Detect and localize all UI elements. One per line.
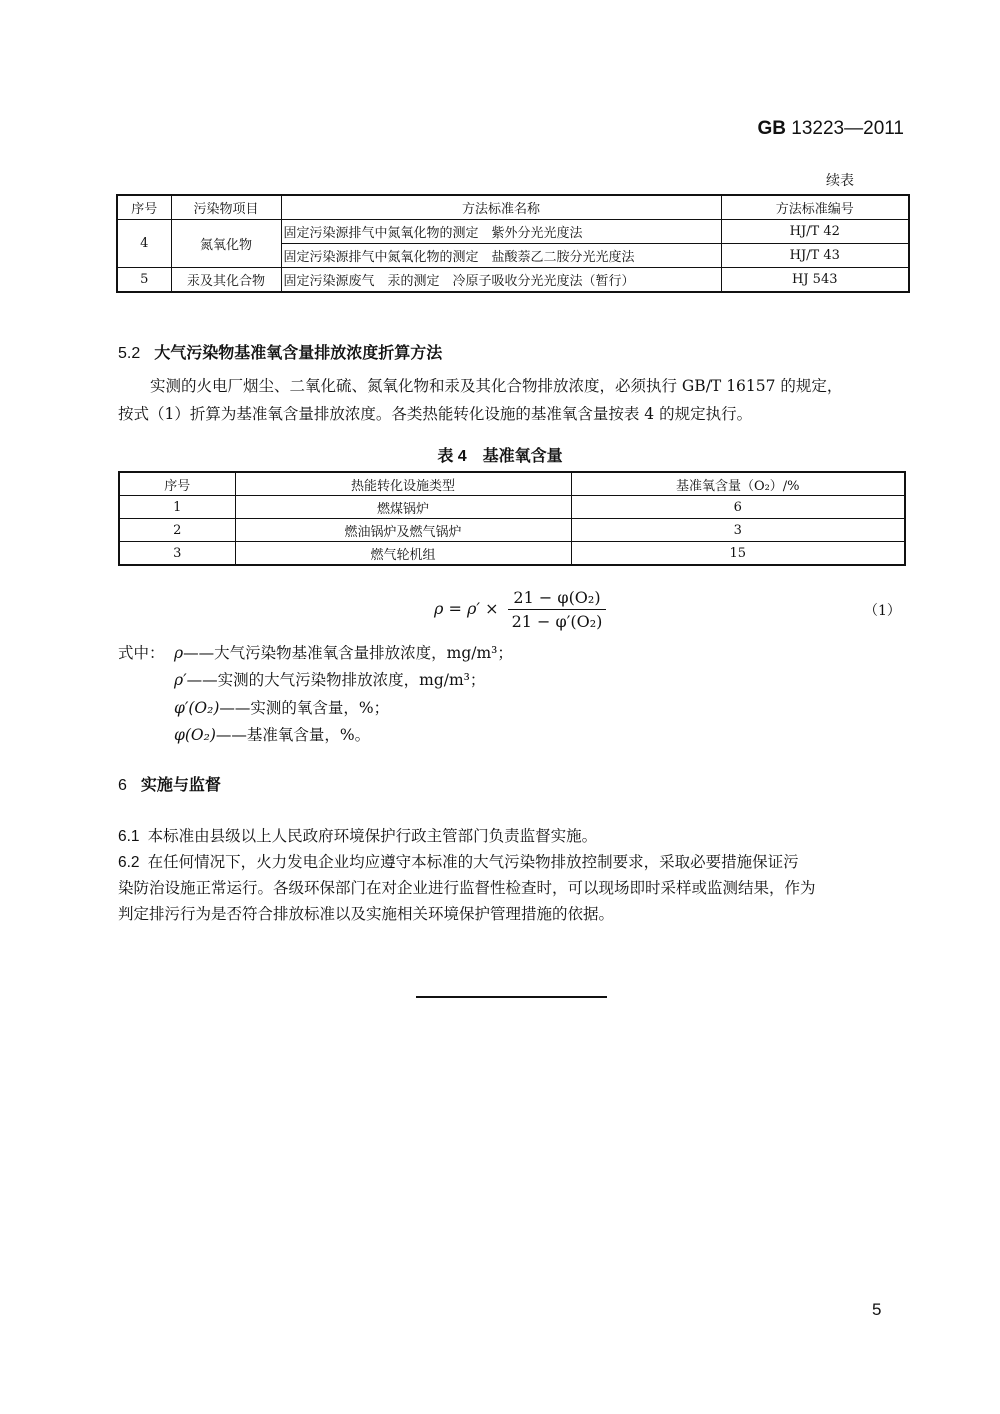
definition-line: φ′(O₂)——实测的氧含量，%； bbox=[174, 699, 390, 717]
standard-code: GB 13223—2011 bbox=[757, 118, 904, 139]
col-header: 序号 bbox=[119, 472, 235, 496]
col-header: 序号 bbox=[117, 195, 171, 220]
cell-no: 5 bbox=[117, 268, 171, 293]
section-heading-6: 6 实施与监督 bbox=[118, 777, 221, 794]
table-row bbox=[119, 542, 905, 566]
formula-denominator: 21 − φ′(O₂) bbox=[511, 612, 603, 631]
cell-item: 汞及其化合物 bbox=[171, 268, 281, 293]
paragraph-line: 判定排污行为是否符合排放标准以及实施相关环境保护管理措施的依据。 bbox=[118, 905, 615, 923]
definition-line: φ(O₂)——基准氧含量，%。 bbox=[174, 726, 371, 744]
cell-no: 3 bbox=[119, 542, 235, 566]
cell-no: 4 bbox=[117, 220, 171, 268]
cell-item: 氮氧化物 bbox=[171, 220, 281, 268]
paragraph-line: 染防治设施正常运行。各级环保部门在对企业进行监督性检查时，可以现场即时采样或监测结果，作为 bbox=[118, 879, 816, 897]
equation-number: （1） bbox=[864, 603, 901, 619]
clause-6-2: 6.2 在任何情况下，火力发电企业均应遵守本标准的大气污染物排放控制要求，采取必要措施保证污 bbox=[118, 853, 799, 871]
table-row bbox=[117, 268, 909, 293]
cell-value: 15 bbox=[571, 542, 905, 566]
formula-numerator: 21 − φ(O₂) bbox=[508, 588, 607, 610]
cell-method: 固定污染源排气中氮氧化物的测定 紫外分光光度法 bbox=[281, 220, 721, 244]
table-row bbox=[117, 220, 909, 244]
cell-value: 6 bbox=[571, 496, 905, 519]
oxygen-table bbox=[118, 471, 906, 566]
definition-line: ρ——大气污染物基准氧含量排放浓度，mg/m³； bbox=[174, 644, 513, 662]
col-header: 方法标准名称 bbox=[281, 195, 721, 220]
col-header: 污染物项目 bbox=[171, 195, 281, 220]
methods-table bbox=[116, 194, 910, 293]
cell-type: 燃煤锅炉 bbox=[235, 496, 571, 519]
cell-code: HJ/T 43 bbox=[721, 244, 909, 268]
formula-fraction bbox=[508, 588, 607, 631]
end-rule bbox=[416, 996, 607, 998]
paragraph-line: 按式（1）折算为基准氧含量排放浓度。各类热能转化设施的基准氧含量按表 4 的规定执行。 bbox=[118, 405, 753, 423]
clause-6-1: 6.1 本标准由县级以上人民政府环境保护行政主管部门负责监督实施。 bbox=[118, 827, 598, 845]
cell-type: 燃气轮机组 bbox=[235, 542, 571, 566]
col-header: 热能转化设施类型 bbox=[235, 472, 571, 496]
table-header-row bbox=[119, 472, 905, 496]
cell-code: HJ/T 42 bbox=[721, 220, 909, 244]
definitions-lead: 式中： bbox=[118, 644, 165, 662]
col-header: 方法标准编号 bbox=[721, 195, 909, 220]
cell-value: 3 bbox=[571, 519, 905, 542]
table-row bbox=[119, 519, 905, 542]
cell-no: 1 bbox=[119, 496, 235, 519]
page-number: 5 bbox=[872, 1300, 882, 1319]
table-header-row bbox=[117, 195, 909, 220]
table-caption: 表 4 基准氧含量 bbox=[437, 448, 563, 465]
table-row bbox=[119, 496, 905, 519]
continued-label: 续表 bbox=[826, 173, 854, 189]
col-header: 基准氧含量（O₂）/% bbox=[571, 472, 905, 496]
cell-code: HJ 543 bbox=[721, 268, 909, 293]
cell-type: 燃油锅炉及燃气锅炉 bbox=[235, 519, 571, 542]
formula-lhs: ρ = ρ′ × bbox=[434, 599, 499, 618]
cell-no: 2 bbox=[119, 519, 235, 542]
section-heading-5-2: 5.2 大气污染物基准氧含量排放浓度折算方法 bbox=[118, 345, 443, 362]
definition-line: ρ′——实测的大气污染物排放浓度，mg/m³； bbox=[174, 671, 486, 689]
cell-method: 固定污染源排气中氮氧化物的测定 盐酸萘乙二胺分光光度法 bbox=[281, 244, 721, 268]
cell-method: 固定污染源废气 汞的测定 冷原子吸收分光光度法（暂行） bbox=[281, 268, 721, 293]
paragraph-line: 实测的火电厂烟尘、二氧化硫、氮氧化物和汞及其化合物排放浓度，必须执行 GB/T 16157 的规定， bbox=[150, 377, 843, 395]
formula bbox=[434, 588, 606, 631]
